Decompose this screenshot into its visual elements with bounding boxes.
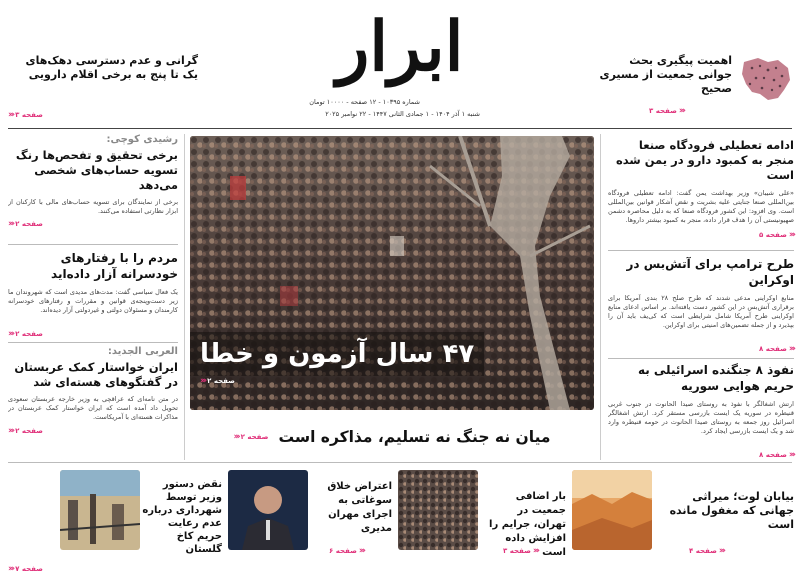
masthead-divider — [8, 128, 792, 129]
lut-desert-thumb — [572, 470, 652, 550]
main-photo[interactable] — [190, 136, 594, 410]
main-headline: ۴۷ سال آزمون و خطا — [200, 339, 475, 369]
bottom-story-1-page[interactable]: ‹‹‹ صفحه ۴ — [689, 546, 724, 556]
right-story-2[interactable] — [608, 256, 794, 354]
chevron-left-icon: ‹‹‹ — [8, 426, 14, 436]
right-story-1[interactable] — [608, 138, 794, 240]
right-divider-2 — [608, 358, 794, 359]
banner[interactable] — [190, 422, 594, 452]
date-line: شنبه ۱ آذر ۱۴۰۴ - ۱ جمادی الثانی ۱۴۴۷ - ۲۲ نوامبر ۲۰۲۵ — [325, 110, 480, 118]
bottom-story-4[interactable] — [8, 470, 222, 578]
teaser-left-page[interactable]: صفحه ۳ ‹‹‹ — [8, 110, 43, 120]
teaser-right-title: اهمیت پیگیری بحث جوانی جمعیت از مسیری صحیح — [599, 54, 732, 95]
chevron-left-icon: ‹‹‹ — [678, 106, 684, 116]
left-story-1-page[interactable]: صفحه ۲ ‹‹‹ — [8, 219, 43, 229]
right-story-3-title: نفوذ ۸ جنگنده اسرائیلی به حریم هوایی سوریه — [637, 363, 794, 393]
bottom-divider — [8, 462, 792, 463]
newspaper-logo: ابرار — [336, 7, 464, 87]
bottom-story-1[interactable] — [572, 470, 794, 578]
bottom-story-3-page[interactable]: ‹‹‹ صفحه ۶ — [329, 546, 364, 556]
right-story-3-page[interactable]: ‹‹‹ صفحه ۸ — [759, 450, 794, 460]
left-story-3-body: در متن نامه‌ای که عراقچی به وزیر خارجه عربستان سعودی تحویل داد آمده است که ایران خواستار کمک عربستان در مذاکرات هسته‌ای با آمریکاست. — [8, 395, 178, 421]
bottom-story-3[interactable] — [228, 470, 392, 578]
iran-map-icon — [738, 54, 794, 104]
main-photo-caption — [190, 332, 484, 376]
teaser-right[interactable] — [598, 48, 794, 128]
chevron-left-icon: ‹‹‹ — [358, 546, 364, 556]
chevron-left-icon: ‹‹‹ — [788, 344, 794, 354]
right-divider-1 — [608, 250, 794, 251]
left-story-3[interactable] — [8, 346, 178, 436]
left-divider-2 — [8, 342, 178, 343]
right-story-1-body: «علی شیبان» وزیر بهداشت یمن گفت: ادامه تعطیلی فرودگاه بین‌المللی صنعا جنایتی علیه بشریت و نقض آشکار قوانین بین‌المللی است. وی افزود: این کشور فرودگاه صنعا که به دلیل محاصره دشمن صهیونیستی آن را هدف قرار داده، منجر به کمبود بیشتر داروها. — [608, 189, 794, 224]
teaser-left-title: گرانی و عدم دسترسی دهک‌های یک تا پنج به برخی اقلام دارویی — [25, 54, 198, 81]
chevron-left-icon: ‹‹‹ — [8, 219, 14, 229]
banner-page[interactable]: صفحه ۲ ‹‹‹ — [233, 432, 269, 442]
right-story-3-body: ارتش اشغالگر با نفوذ به روستای صیدا الحانوت در جنوب غربی قنیطره در سوریه یک ایست بازرسی مستقر کرد. ارتش اشغالگر اسرائیل روز جمعه به روستای صیدا الحانوت در حومه قنیطره وارد شد و یک ایست بازرسی ایجاد کرد. — [608, 400, 794, 435]
left-story-1[interactable] — [8, 134, 178, 229]
right-story-1-title: ادامه تعطیلی فرودگاه صنعا منجر به کمبود دارو در یمن شده است — [615, 138, 794, 182]
bottom-story-4-title: نقض دستور وزیر توسط شهرداری درباره عدم رعایت حریم کاخ گلستان — [142, 479, 222, 555]
bottom-story-1-title: بیابان لوت؛ میراثی جهانی که مغفول مانده است — [669, 490, 794, 531]
main-photo-page[interactable]: صفحه ۲ ‹‹‹ — [200, 376, 235, 386]
bottom-story-4-page[interactable]: صفحه ۷ ‹‹‹ — [8, 564, 43, 574]
chevron-left-icon: ‹‹‹ — [8, 329, 14, 339]
chevron-left-icon: ‹‹‹ — [233, 432, 239, 442]
right-column-divider — [600, 134, 601, 460]
teaser-right-page[interactable]: ‹‹‹ صفحه ۳ — [649, 106, 684, 116]
teaser-left[interactable] — [8, 48, 198, 128]
masthead — [250, 6, 550, 126]
chevron-left-icon: ‹‹‹ — [8, 110, 14, 120]
right-story-2-title: طرح ترامپ برای آتش‌بس در اوکراین — [626, 257, 794, 287]
left-story-2-title: مردم را با رفتارهای خودسرانه آزار داده‌اید — [51, 251, 178, 281]
bottom-story-2-page[interactable]: ‹‹‹ صفحه ۳ — [503, 546, 538, 556]
chevron-left-icon: ‹‹‹ — [718, 546, 724, 556]
left-column-divider — [184, 134, 185, 460]
left-story-3-title: ایران خواستار کمک عربستان در گفتگوهای هسته‌ای شد — [14, 360, 178, 389]
bottom-story-2[interactable] — [398, 470, 566, 578]
right-story-1-page[interactable]: ‹‹‹ صفحه ۵ — [759, 230, 794, 240]
chevron-left-icon: ‹‹‹ — [532, 546, 538, 556]
left-story-2-page[interactable]: صفحه ۲ ‹‹‹ — [8, 329, 43, 339]
left-story-3-page[interactable]: صفحه ۲ ‹‹‹ — [8, 426, 43, 436]
left-divider-1 — [8, 244, 178, 245]
right-story-2-page[interactable]: ‹‹‹ صفحه ۸ — [759, 344, 794, 354]
left-story-1-kicker: رشیدی کوچی: — [106, 134, 178, 145]
chevron-left-icon: ‹‹‹ — [788, 450, 794, 460]
left-story-1-body: برخی از نمایندگان برای تسویه حساب‌های مالی با کارکنان از ابزار نظارتی استفاده می‌کنند. — [8, 198, 178, 215]
left-story-1-title: برخی تحقیق و تفحص‌ها رنگ تسویه حساب‌های شخصی می‌دهد — [15, 148, 178, 192]
banner-headline: میان نه جنگ نه تسلیم، مذاکره است — [278, 428, 551, 446]
mehran-modiri-thumb — [228, 470, 308, 550]
tehran-crowd-thumb — [398, 470, 478, 550]
left-story-3-kicker: العربی الجدید: — [107, 346, 178, 357]
bottom-story-2-title: بار اضافی جمعیت در تهران، جرایم را افزایش داده است — [489, 491, 566, 558]
chevron-left-icon: ‹‹‹ — [788, 230, 794, 240]
golestan-palace-thumb — [60, 470, 140, 550]
left-story-2-body: یک فعال سیاسی گفت: مدت‌های مدیدی است که شهروندان ما زیر دست‌وپنجه‌ی قوانین و مقررات و رفتارهای خودسرانه کارمندان و مسئولان دولتی و غیردولتی آزار دیده‌اند. — [8, 288, 178, 314]
right-story-2-body: منابع اوکراینی مدعی شدند که طرح صلح ۲۸ بندی آمریکا برای برقراری آتش‌بس در این کشور دست یافته‌اند. بر اساس ادعای منابع اوکراینی طرح آمریکا شامل شرایطی است که کی‌یف باید آن را بپذیرد و از جمله تضمین‌های امنیتی برای اوکراین. — [608, 294, 794, 329]
chevron-left-icon: ‹‹‹ — [8, 564, 14, 574]
chevron-left-icon: ‹‹‹ — [200, 376, 206, 386]
bottom-story-3-title: اعتراض خلاق سوغاتی به اجرای مهران مدیری — [327, 481, 392, 534]
right-story-3[interactable] — [608, 362, 794, 460]
left-story-2[interactable] — [8, 250, 178, 339]
issue-line: شماره ۱۰۳۹۵ - ۱۲ صفحه - ۱۰۰۰۰ تومان — [309, 98, 420, 106]
